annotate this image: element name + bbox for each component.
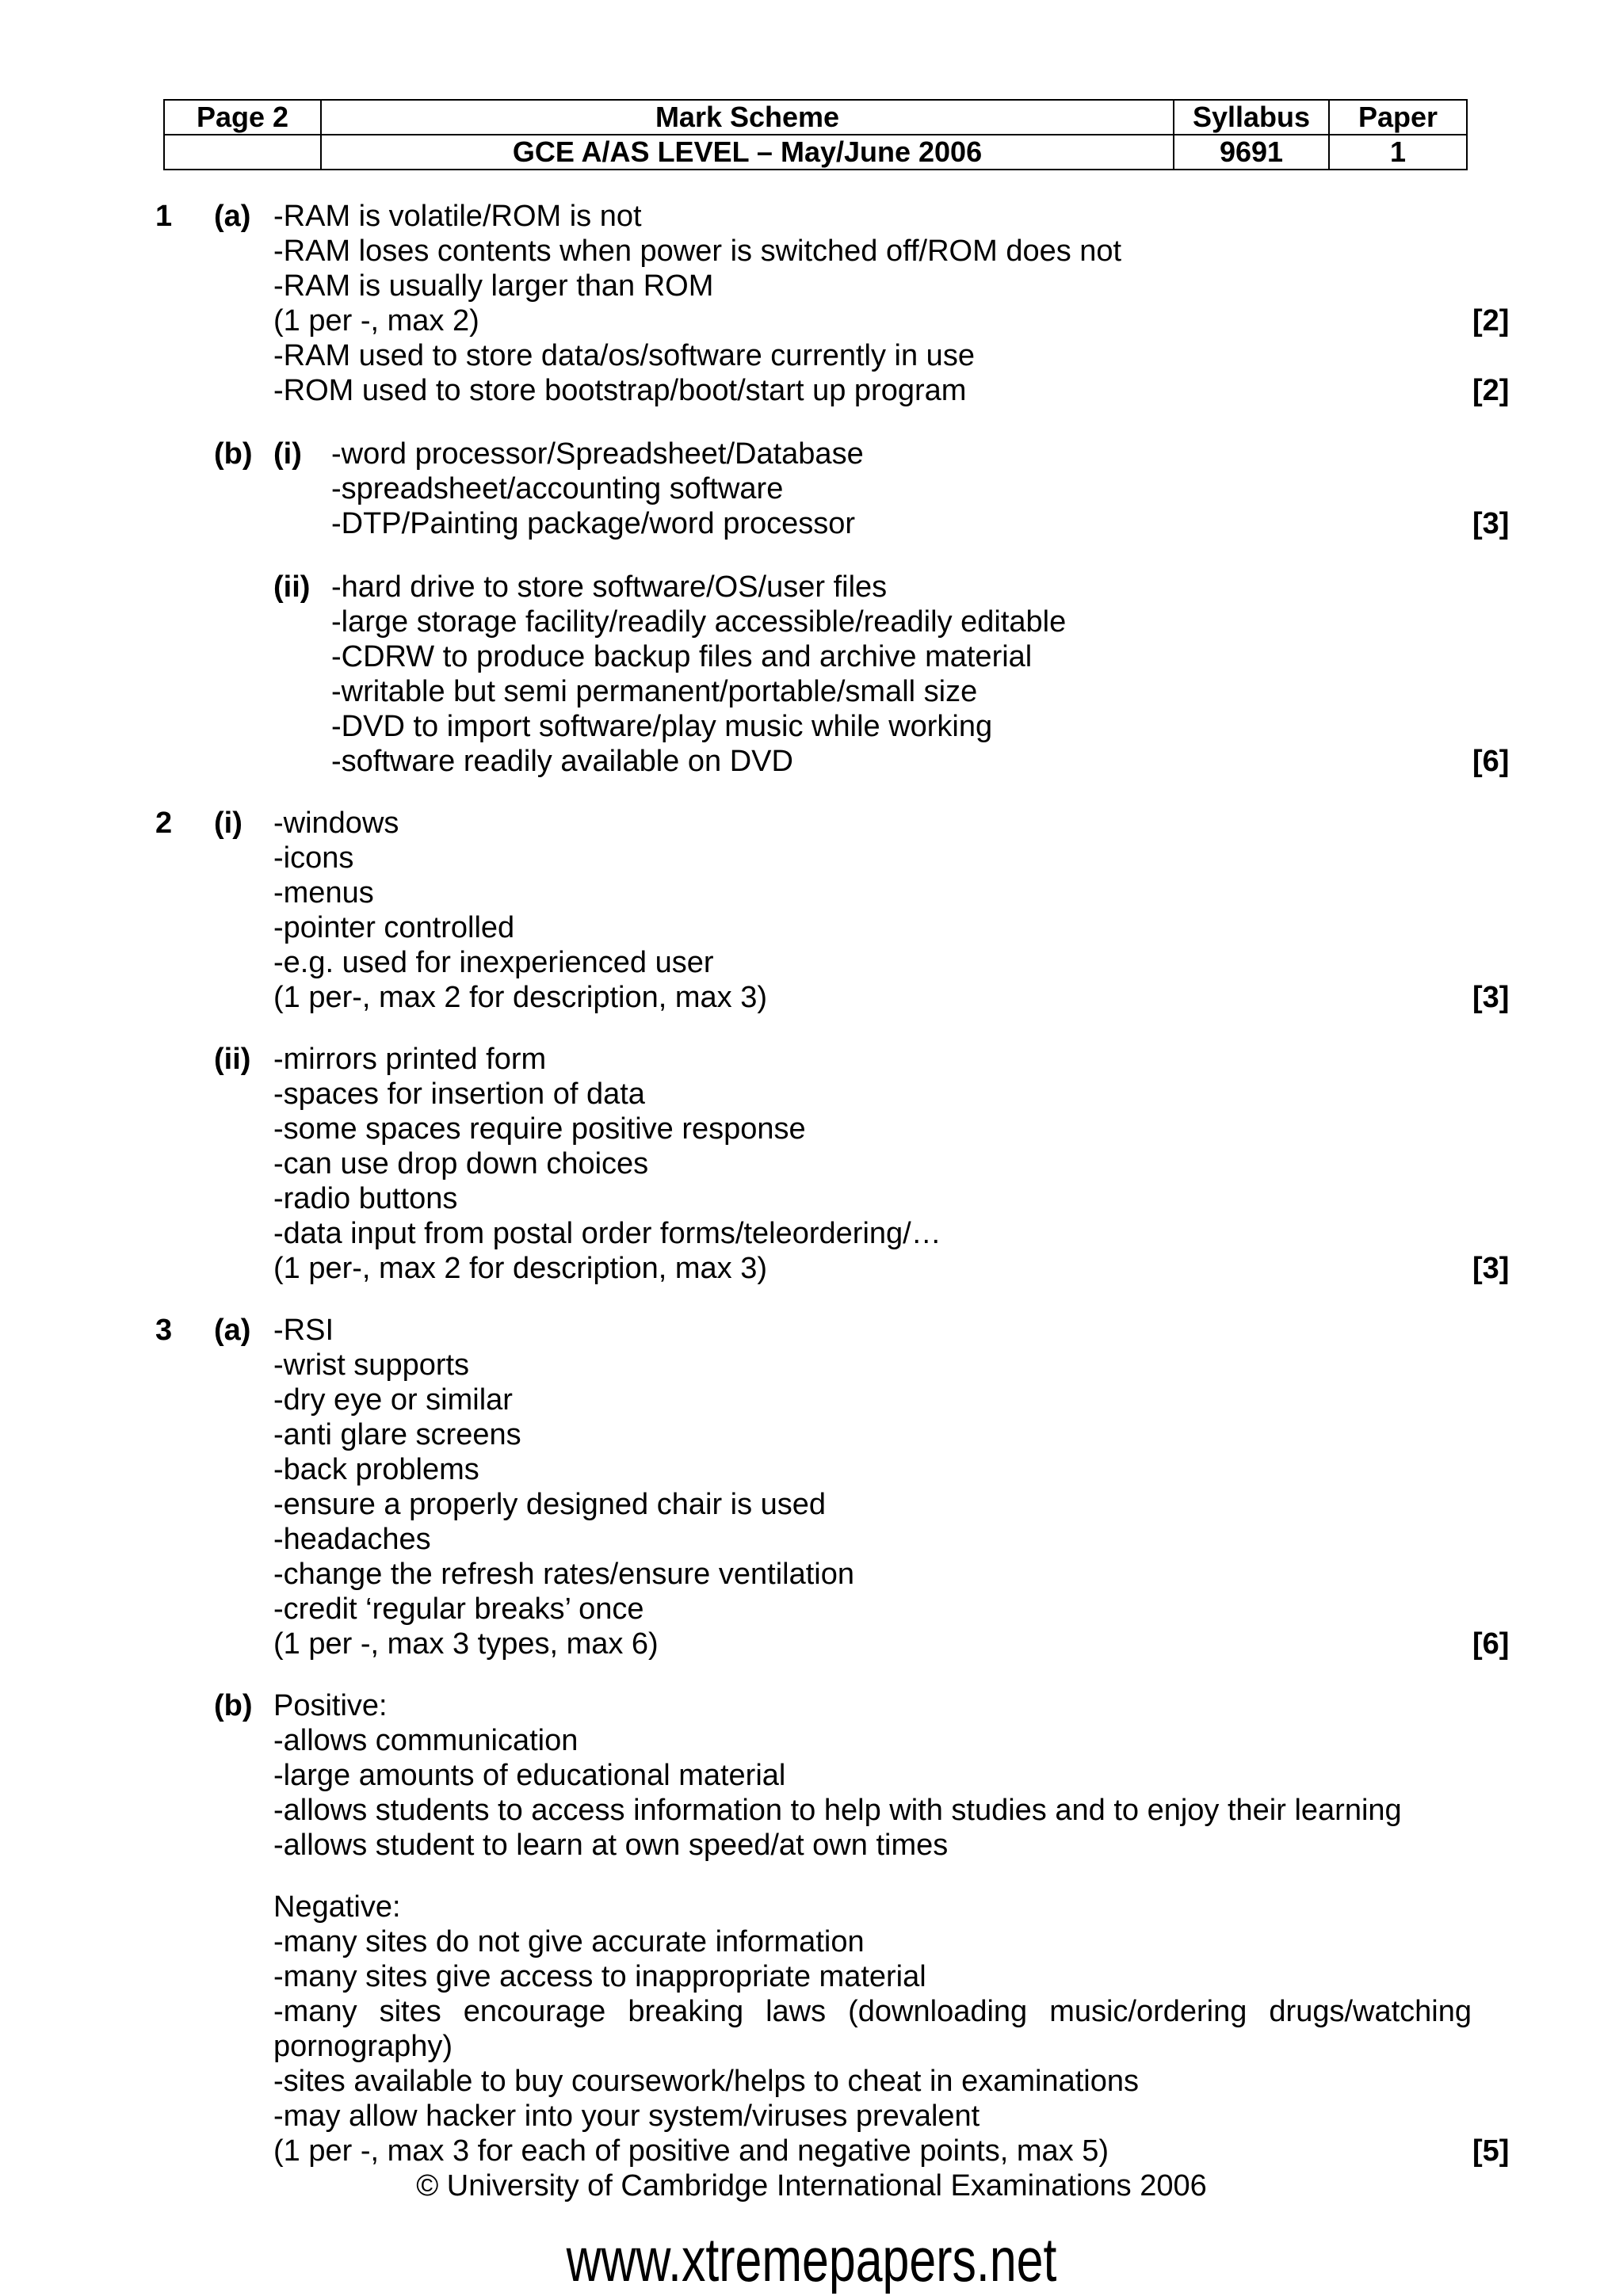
syllabus-value: 9691 (1174, 135, 1329, 170)
answer-line: -software readily available on DVD (331, 745, 793, 778)
answer-line: -RAM is volatile/ROM is not (273, 200, 642, 233)
page-label: Page 2 (164, 100, 321, 135)
answer-line: -can use drop down choices (273, 1147, 649, 1180)
answer-line: -many sites give access to inappropriate material (273, 1960, 926, 1993)
negative-heading: Negative: (273, 1890, 401, 1924)
answer-line: -many sites do not give accurate information (273, 1925, 865, 1958)
mark-allocation: [3] (1472, 1252, 1510, 1285)
answer-line: -pointer controlled (273, 911, 515, 944)
answer-line: -radio buttons (273, 1182, 458, 1215)
answer-line: -icons (273, 841, 354, 875)
mark-allocation: [3] (1472, 507, 1510, 540)
mark-allocation: [6] (1472, 745, 1510, 778)
part-label: (ii) (214, 1043, 251, 1076)
answer-line: (1 per -, max 3 types, max 6) (273, 1627, 659, 1661)
subpart-label: (i) (273, 437, 302, 471)
answer-line: (1 per -, max 3 for each of positive and negative points, max 5) (273, 2134, 1109, 2168)
answer-line: -DVD to import software/play music while working (331, 710, 993, 743)
mark-allocation: [5] (1472, 2134, 1510, 2168)
answer-line: -ensure a properly designed chair is used (273, 1488, 827, 1521)
answer-line: -menus (273, 876, 374, 910)
document-title: Mark Scheme (321, 100, 1174, 135)
answer-line: -many sites encourage breaking laws (downloading music/ordering drugs/watching pornography) (273, 1995, 1472, 2063)
question-number: 1 (155, 200, 173, 233)
answer-line: -RAM loses contents when power is switched off/ROM does not (273, 235, 1122, 268)
answer-line: -DTP/Painting package/word processor (331, 507, 856, 540)
answer-line: -mirrors printed form (273, 1043, 547, 1076)
paper-label: Paper (1329, 100, 1467, 135)
part-label: (i) (214, 807, 242, 840)
answer-line: -windows (273, 807, 399, 840)
answer-line: -ROM used to store bootstrap/boot/start up program (273, 374, 967, 407)
answer-line: -large storage facility/readily accessible/readily editable (331, 605, 1067, 639)
answer-line: -dry eye or similar (273, 1383, 513, 1417)
header-table (163, 99, 1468, 170)
answer-line: (1 per-, max 2 for description, max 3) (273, 1252, 767, 1285)
part-label: (b) (214, 437, 253, 471)
answer-line: -some spaces require positive response (273, 1112, 806, 1146)
answer-line: (1 per-, max 2 for description, max 3) (273, 981, 767, 1014)
answer-line: (1 per -, max 2) (273, 304, 479, 338)
answer-line: -RAM is usually larger than ROM (273, 269, 714, 303)
answer-line: -RSI (273, 1314, 334, 1347)
document-subtitle: GCE A/AS LEVEL – May/June 2006 (321, 135, 1174, 170)
answer-line: -data input from postal order forms/teleordering/… (273, 1217, 941, 1250)
answer-line: -anti glare screens (273, 1418, 521, 1451)
part-label: (a) (214, 200, 251, 233)
question-number: 2 (155, 807, 173, 840)
answer-line: -allows students to access information to help with studies and to enjoy their learning (273, 1794, 1402, 1827)
part-label: (b) (214, 1689, 253, 1722)
answer-line: -allows student to learn at own speed/at own times (273, 1829, 949, 1862)
answer-line: -RAM used to store data/os/software currently in use (273, 339, 975, 372)
answer-line: -writable but semi permanent/portable/small size (331, 675, 978, 708)
answer-line: -credit ‘regular breaks’ once (273, 1592, 644, 1626)
answer-line: -large amounts of educational material (273, 1759, 786, 1792)
mark-allocation: [2] (1472, 304, 1510, 338)
answer-line: -back problems (273, 1453, 479, 1486)
mark-allocation: [2] (1472, 374, 1510, 407)
part-label: (a) (214, 1314, 251, 1347)
answer-line: -wrist supports (273, 1348, 470, 1382)
answer-line: -word processor/Spreadsheet/Database (331, 437, 864, 471)
mark-allocation: [6] (1472, 1627, 1510, 1661)
answer-line: -CDRW to produce backup files and archive material (331, 640, 1033, 673)
question-number: 3 (155, 1314, 173, 1347)
answer-line: -headaches (273, 1523, 431, 1556)
syllabus-label: Syllabus (1174, 100, 1329, 135)
answer-line: -may allow hacker into your system/viruses prevalent (273, 2100, 980, 2133)
footer-watermark-url: www.xtremepapers.net (566, 2225, 1057, 2294)
answer-line: -hard drive to store software/OS/user files (331, 570, 888, 604)
answer-line: -spaces for insertion of data (273, 1077, 645, 1111)
header-empty-cell (164, 135, 321, 170)
answer-line: -e.g. used for inexperienced user (273, 946, 714, 979)
answer-line: -allows communication (273, 1724, 579, 1757)
answer-line: -change the refresh rates/ensure ventilation (273, 1558, 854, 1591)
answer-line: -spreadsheet/accounting software (331, 472, 784, 505)
copyright-notice: © University of Cambridge International Examinations 2006 (416, 2169, 1207, 2203)
mark-allocation: [3] (1472, 981, 1510, 1014)
paper-value: 1 (1329, 135, 1467, 170)
positive-heading: Positive: (273, 1689, 388, 1722)
answer-line: -sites available to buy coursework/helps to cheat in examinations (273, 2065, 1140, 2098)
subpart-label: (ii) (273, 570, 311, 604)
